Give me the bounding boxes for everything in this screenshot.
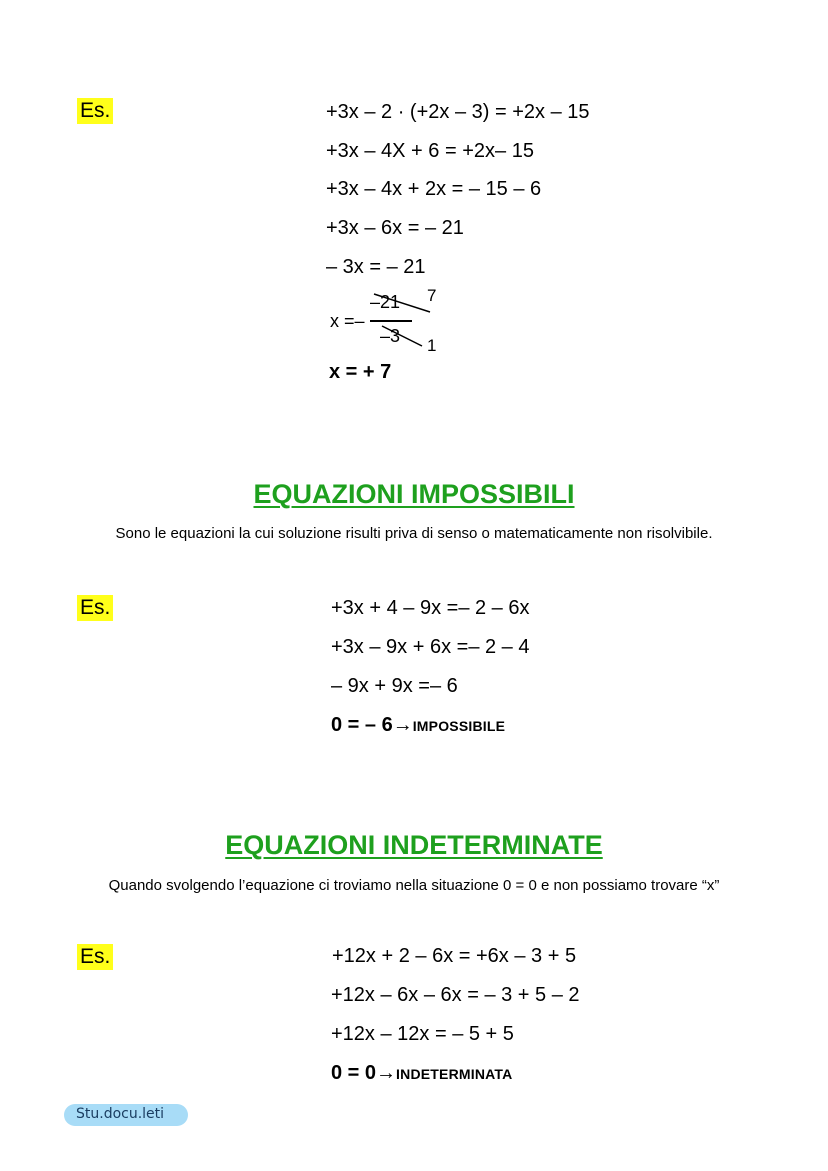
- equation-line: +3x + 4 – 9x =– 2 – 6x: [331, 597, 530, 619]
- fraction-prefix: x =–: [330, 311, 365, 331]
- arrow-right-icon: →: [392, 714, 413, 736]
- section-description: Sono le equazioni la cui soluzione risulti priva di senso o matematicamente non risolvibile.: [115, 525, 713, 542]
- result-expression: 0 = – 6: [331, 714, 393, 736]
- fraction-numerator: –21: [370, 292, 401, 312]
- arrow-right-icon: →: [376, 1062, 397, 1084]
- result-expression: 0 = 0: [331, 1062, 377, 1084]
- example-label: Es.: [77, 98, 113, 124]
- result-note: INDETERMINATA: [396, 1066, 513, 1082]
- example-label: Es.: [77, 944, 113, 970]
- section-description: Quando svolgendo l’equazione ci troviamo nella situazione 0 = 0 e non possiamo trovare “x”: [108, 877, 720, 894]
- solution-result: x = + 7: [329, 361, 392, 383]
- equation-line: +12x – 12x = – 5 + 5: [331, 1023, 514, 1045]
- equation-line: +3x – 4x + 2x = – 15 – 6: [326, 178, 542, 200]
- equation-line: – 3x = – 21: [326, 256, 426, 278]
- example-label: Es.: [77, 595, 113, 621]
- reduced-denominator: 1: [427, 336, 437, 355]
- equation-result: [331, 1061, 512, 1086]
- equation-line: +12x – 6x – 6x = – 3 + 5 – 2: [331, 984, 580, 1006]
- cancel-strike-marks: [366, 286, 446, 352]
- fraction-step: [326, 286, 456, 356]
- equation-line: +3x – 2 · (+2x – 3) = +2x – 15: [326, 101, 590, 123]
- equation-line: +3x – 6x = – 21: [326, 217, 464, 239]
- fraction-denominator: –3: [380, 326, 401, 346]
- result-note: IMPOSSIBILE: [412, 718, 506, 734]
- watermark-text: Stu.docu.leti: [76, 1106, 165, 1122]
- reduced-numerator: 7: [427, 286, 437, 305]
- equation-line: +3x – 4X + 6 = +2x– 15: [326, 140, 534, 162]
- section-heading-impossibili: EQUAZIONI IMPOSSIBILI: [253, 479, 575, 509]
- equation-line: – 9x + 9x =– 6: [331, 675, 458, 697]
- section-heading-indeterminate: EQUAZIONI INDETERMINATE: [225, 830, 603, 860]
- equation-line: +3x – 9x + 6x =– 2 – 4: [331, 636, 530, 658]
- equation-result: [331, 713, 505, 738]
- equation-line: +12x + 2 – 6x = +6x – 3 + 5: [332, 945, 577, 967]
